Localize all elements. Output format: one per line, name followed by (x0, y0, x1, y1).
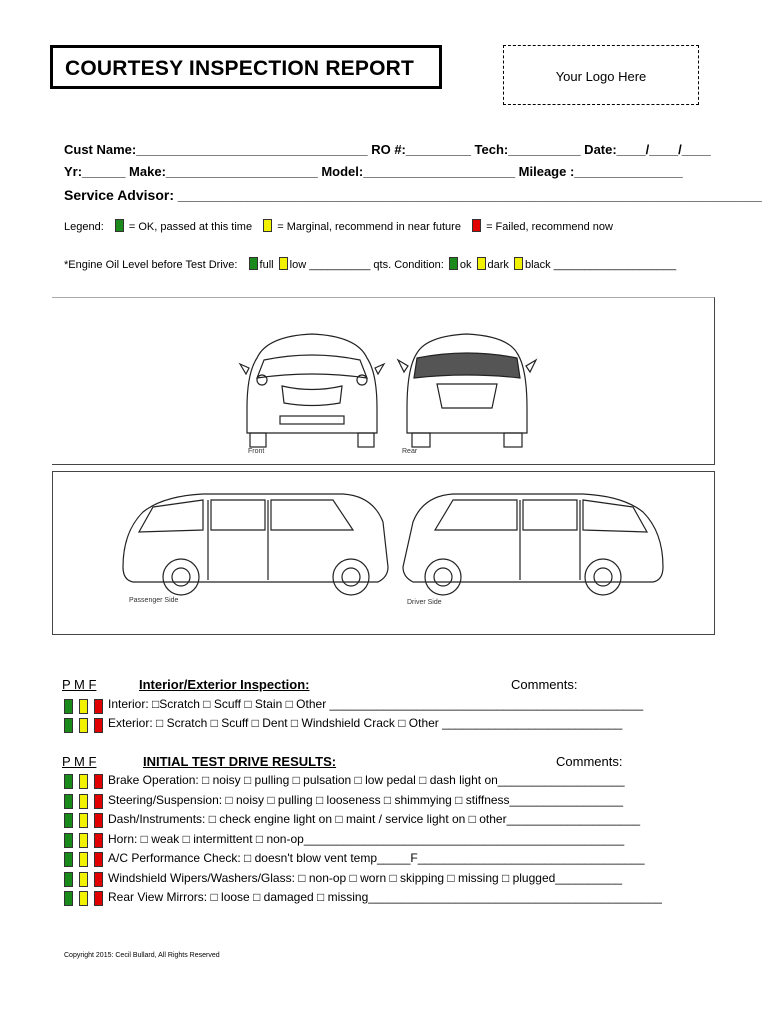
fail-checkbox[interactable] (94, 813, 103, 828)
interior-exterior-title: Interior/Exterior Inspection: (139, 677, 310, 692)
side-diagram-panel (52, 471, 715, 635)
pass-checkbox[interactable] (64, 852, 73, 867)
pass-checkbox[interactable] (64, 774, 73, 789)
steering-row-label: Steering/Suspension: □ noisy □ pulling □ looseness □ shimmying □ stiffness_________________ (108, 792, 623, 807)
pass-checkbox[interactable] (64, 794, 73, 809)
condition-dark-checkbox[interactable] (477, 257, 486, 270)
pass-checkbox[interactable] (64, 833, 73, 848)
pmf-header-2: P M F (62, 754, 97, 769)
oil-low-checkbox[interactable] (279, 257, 288, 270)
exterior-row-label: Exterior: □ Scratch □ Scuff □ Dent □ Windshield Crack □ Other ___________________________ (108, 716, 623, 730)
marginal-checkbox[interactable] (79, 813, 88, 828)
oil-label: *Engine Oil Level before Test Drive: (64, 259, 238, 271)
condition-dark-label: dark (487, 259, 509, 271)
marginal-checkbox[interactable] (79, 852, 88, 867)
van-front-view (240, 334, 384, 447)
van-rear-view (398, 334, 536, 447)
van-front-rear-diagram[interactable] (52, 298, 715, 466)
passenger-side-caption: Passenger Side (129, 597, 179, 604)
condition-black-label: black ____________________ (524, 259, 677, 271)
copyright: Copyright 2015: Cecil Bullard, All Rights Reserved (64, 952, 220, 959)
marginal-checkbox[interactable] (79, 699, 88, 714)
legend-marginal: = Marginal, recommend in near future (277, 221, 461, 233)
condition-black-checkbox[interactable] (514, 257, 523, 270)
pass-checkbox[interactable] (64, 699, 73, 714)
fail-checkbox[interactable] (94, 774, 103, 789)
oil-low-label: low __________ qts. Condition: (289, 259, 444, 271)
marginal-checkbox[interactable] (79, 794, 88, 809)
legend (64, 219, 613, 233)
red-swatch (472, 219, 481, 232)
pmf-header-1: P M F (62, 677, 97, 692)
yellow-swatch (263, 219, 272, 232)
front-caption: Front (248, 448, 265, 455)
comments-label-2: Comments: (556, 754, 623, 769)
marginal-checkbox[interactable] (79, 718, 88, 733)
dash-row-label: Dash/Instruments: □ check engine light on □ maint / service light on □ other____________________ (108, 812, 641, 826)
pass-checkbox[interactable] (64, 891, 73, 906)
van-driver-side-view (403, 494, 663, 595)
condition-ok-checkbox[interactable] (449, 257, 458, 270)
green-swatch (115, 219, 124, 232)
legend-ok: = OK, passed at this time (128, 221, 253, 233)
driver-side-caption: Driver Side (407, 599, 442, 606)
logo-placeholder-text: Your Logo Here (555, 69, 647, 84)
service-advisor-line[interactable]: Service Advisor: ___________________________________________________________________________ (64, 187, 762, 203)
marginal-checkbox[interactable] (79, 872, 88, 887)
page-title: COURTESY INSPECTION REPORT (65, 57, 415, 80)
oil-level-line (64, 257, 676, 271)
pass-checkbox[interactable] (64, 872, 73, 887)
fail-checkbox[interactable] (94, 891, 103, 906)
oil-full-label: full (259, 259, 274, 271)
oil-full-checkbox[interactable] (249, 257, 258, 270)
logo-placeholder (503, 45, 699, 105)
marginal-checkbox[interactable] (79, 891, 88, 906)
fail-checkbox[interactable] (94, 718, 103, 733)
pass-checkbox[interactable] (64, 813, 73, 828)
pass-checkbox[interactable] (64, 718, 73, 733)
wipers-row-label: Windshield Wipers/Washers/Glass: □ non-op □ worn □ skipping □ missing □ plugged__________ (108, 870, 623, 885)
marginal-checkbox[interactable] (79, 833, 88, 848)
ac-row-label: A/C Performance Check: □ doesn't blow vent temp_____F__________________________________ (108, 851, 645, 865)
fail-checkbox[interactable] (94, 852, 103, 867)
mirrors-row-label: Rear View Mirrors: □ loose □ damaged □ missing____________________________________________ (108, 890, 662, 904)
van-passenger-side-view (123, 494, 388, 595)
fail-checkbox[interactable] (94, 833, 103, 848)
vehicle-info-line[interactable]: Yr:______ Make:_____________________ Model:_____________________ Mileage :_______________ (64, 164, 683, 179)
front-rear-diagram-panel (52, 297, 715, 465)
brake-row-label: Brake Operation: □ noisy □ pulling □ pulsation □ low pedal □ dash light on___________________ (108, 773, 625, 787)
van-side-diagram[interactable] (53, 472, 716, 636)
legend-label: Legend: (64, 221, 104, 233)
interior-row-label: Interior: □Scratch □ Scuff □ Stain □ Other _______________________________________________ (108, 697, 644, 711)
rear-caption: Rear (402, 448, 418, 455)
test-drive-title: INITIAL TEST DRIVE RESULTS: (143, 754, 337, 769)
title-box (50, 45, 442, 89)
fail-checkbox[interactable] (94, 872, 103, 887)
customer-info-line[interactable]: Cust Name:________________________________ RO #:_________ Tech:__________ Date:____/____/____ (64, 142, 711, 157)
comments-label-1: Comments: (511, 677, 578, 692)
fail-checkbox[interactable] (94, 699, 103, 714)
condition-ok-label: ok (459, 259, 472, 271)
legend-failed: = Failed, recommend now (486, 221, 613, 233)
marginal-checkbox[interactable] (79, 774, 88, 789)
horn-row-label: Horn: □ weak □ intermittent □ non-op________________________________________________ (108, 831, 625, 846)
fail-checkbox[interactable] (94, 794, 103, 809)
